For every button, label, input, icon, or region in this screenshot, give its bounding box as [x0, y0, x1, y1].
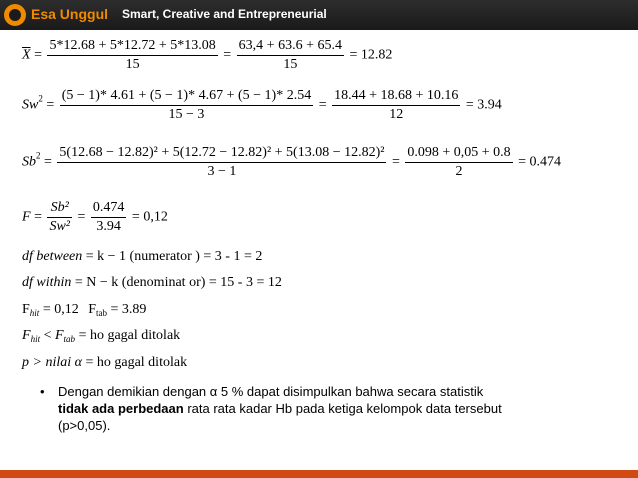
numerator: 5(12.68 − 12.82)² + 5(12.72 − 12.82)² + 5(13.08 − 12.82)² — [57, 145, 386, 163]
exponent: 2 — [36, 150, 41, 161]
denominator: 12 — [389, 107, 404, 122]
numerator: (5 − 1)* 4.61 + (5 − 1)* 4.67 + (5 − 1)* 2.54 — [60, 88, 313, 106]
logo-icon — [4, 4, 26, 26]
conclusion-text: = ho gagal ditolak — [85, 355, 188, 370]
equation-mean — [22, 38, 392, 73]
numerator: 0.474 — [91, 200, 127, 218]
f-symbol: F — [88, 302, 97, 317]
equation-sw — [22, 88, 502, 123]
denominator: 15 − 3 — [168, 107, 205, 122]
equals-sign: = — [44, 154, 52, 170]
denominator: 15 — [125, 57, 140, 72]
numerator: 5*12.68 + 5*12.72 + 5*13.08 — [47, 38, 217, 56]
sb-fraction-2 — [405, 145, 512, 180]
df-within-label: df within — [22, 275, 72, 290]
bullet-line-1: Dengan demikian dengan α 5 % dapat disimpulkan bahwa secara statistik — [58, 384, 484, 399]
bullet-line-3: (p>0,05). — [58, 418, 111, 433]
mean-fraction-2 — [237, 38, 344, 73]
numerator: 18.44 + 18.68 + 10.16 — [332, 88, 460, 106]
header-bar — [0, 0, 638, 30]
f-symbol: F — [22, 328, 31, 343]
bullet-text — [58, 383, 600, 434]
equation-sb — [22, 145, 561, 180]
denominator: 2 — [455, 164, 463, 179]
denominator: 15 — [283, 57, 298, 72]
sb-fraction-1 — [57, 145, 386, 180]
f-symbol: F — [22, 209, 31, 225]
result: = 0.474 — [518, 154, 562, 170]
fhit-value: = 0,12 — [42, 302, 79, 317]
result: = 12.82 — [349, 47, 393, 63]
equation-f — [22, 200, 168, 235]
equation-df-between — [22, 249, 262, 265]
f-fraction-1 — [47, 200, 72, 235]
bullet-bold-text: tidak ada perbedaan — [58, 401, 184, 416]
sw-fraction-1 — [60, 88, 313, 123]
tagline: Smart, Creative and Entrepreneurial — [122, 7, 327, 21]
df-within-value: = N − k (denominat or) = 15 - 3 = 12 — [74, 275, 282, 290]
f-symbol: F — [54, 328, 64, 343]
equals-sign: = — [223, 47, 232, 63]
numerator: 0.098 + 0,05 + 0.8 — [405, 145, 512, 163]
equation-comparison — [22, 328, 180, 344]
numerator: 63,4 + 63.6 + 65.4 — [237, 38, 344, 56]
denominator: 3 − 1 — [207, 164, 237, 179]
tab-subscript: tab — [96, 308, 108, 318]
result: = 3.94 — [465, 97, 502, 113]
equals-sign: = — [391, 154, 400, 170]
equals-sign: = — [34, 209, 42, 225]
tab-subscript: tab — [63, 334, 76, 344]
sw-fraction-2 — [332, 88, 460, 123]
df-between-value: = k − 1 (numerator ) = 3 - 1 = 2 — [85, 249, 263, 264]
result: = 0,12 — [131, 209, 168, 225]
hit-subscript: hit — [30, 334, 41, 344]
bullet-line-2: rata rata kadar Hb pada ketiga kelompok data tersebut — [183, 401, 502, 416]
exponent: 2 — [38, 93, 43, 104]
mean-symbol: $\overline{X}$ — [22, 47, 31, 63]
numerator: Sb² — [47, 200, 72, 218]
equals-sign: = — [77, 209, 86, 225]
conclusion-bullet — [40, 383, 600, 434]
ftab-value: = 3.89 — [110, 302, 147, 317]
less-than-sign: < — [43, 328, 52, 343]
footer-bar — [0, 470, 638, 478]
equation-fhit-ftab — [22, 302, 146, 318]
p-value-label: p > nilai α — [22, 355, 82, 370]
denominator: Sw² — [49, 219, 71, 234]
equals-sign: = — [34, 47, 42, 63]
mean-fraction-1 — [47, 38, 217, 73]
f-fraction-2 — [91, 200, 127, 235]
sb-symbol: Sb — [22, 154, 36, 170]
bullet-icon: • — [40, 384, 45, 399]
sw-symbol: Sw — [22, 97, 39, 113]
equals-sign: = — [46, 97, 55, 113]
hit-subscript: hit — [29, 308, 40, 318]
conclusion-text: = ho gagal ditolak — [78, 328, 181, 343]
equation-p-value — [22, 355, 187, 371]
equals-sign: = — [318, 97, 327, 113]
f-symbol: F — [22, 302, 30, 317]
equation-df-within — [22, 275, 282, 291]
denominator: 3.94 — [96, 219, 121, 234]
df-between-label: df between — [22, 249, 83, 264]
logo-text: Esa Unggul — [31, 6, 109, 22]
